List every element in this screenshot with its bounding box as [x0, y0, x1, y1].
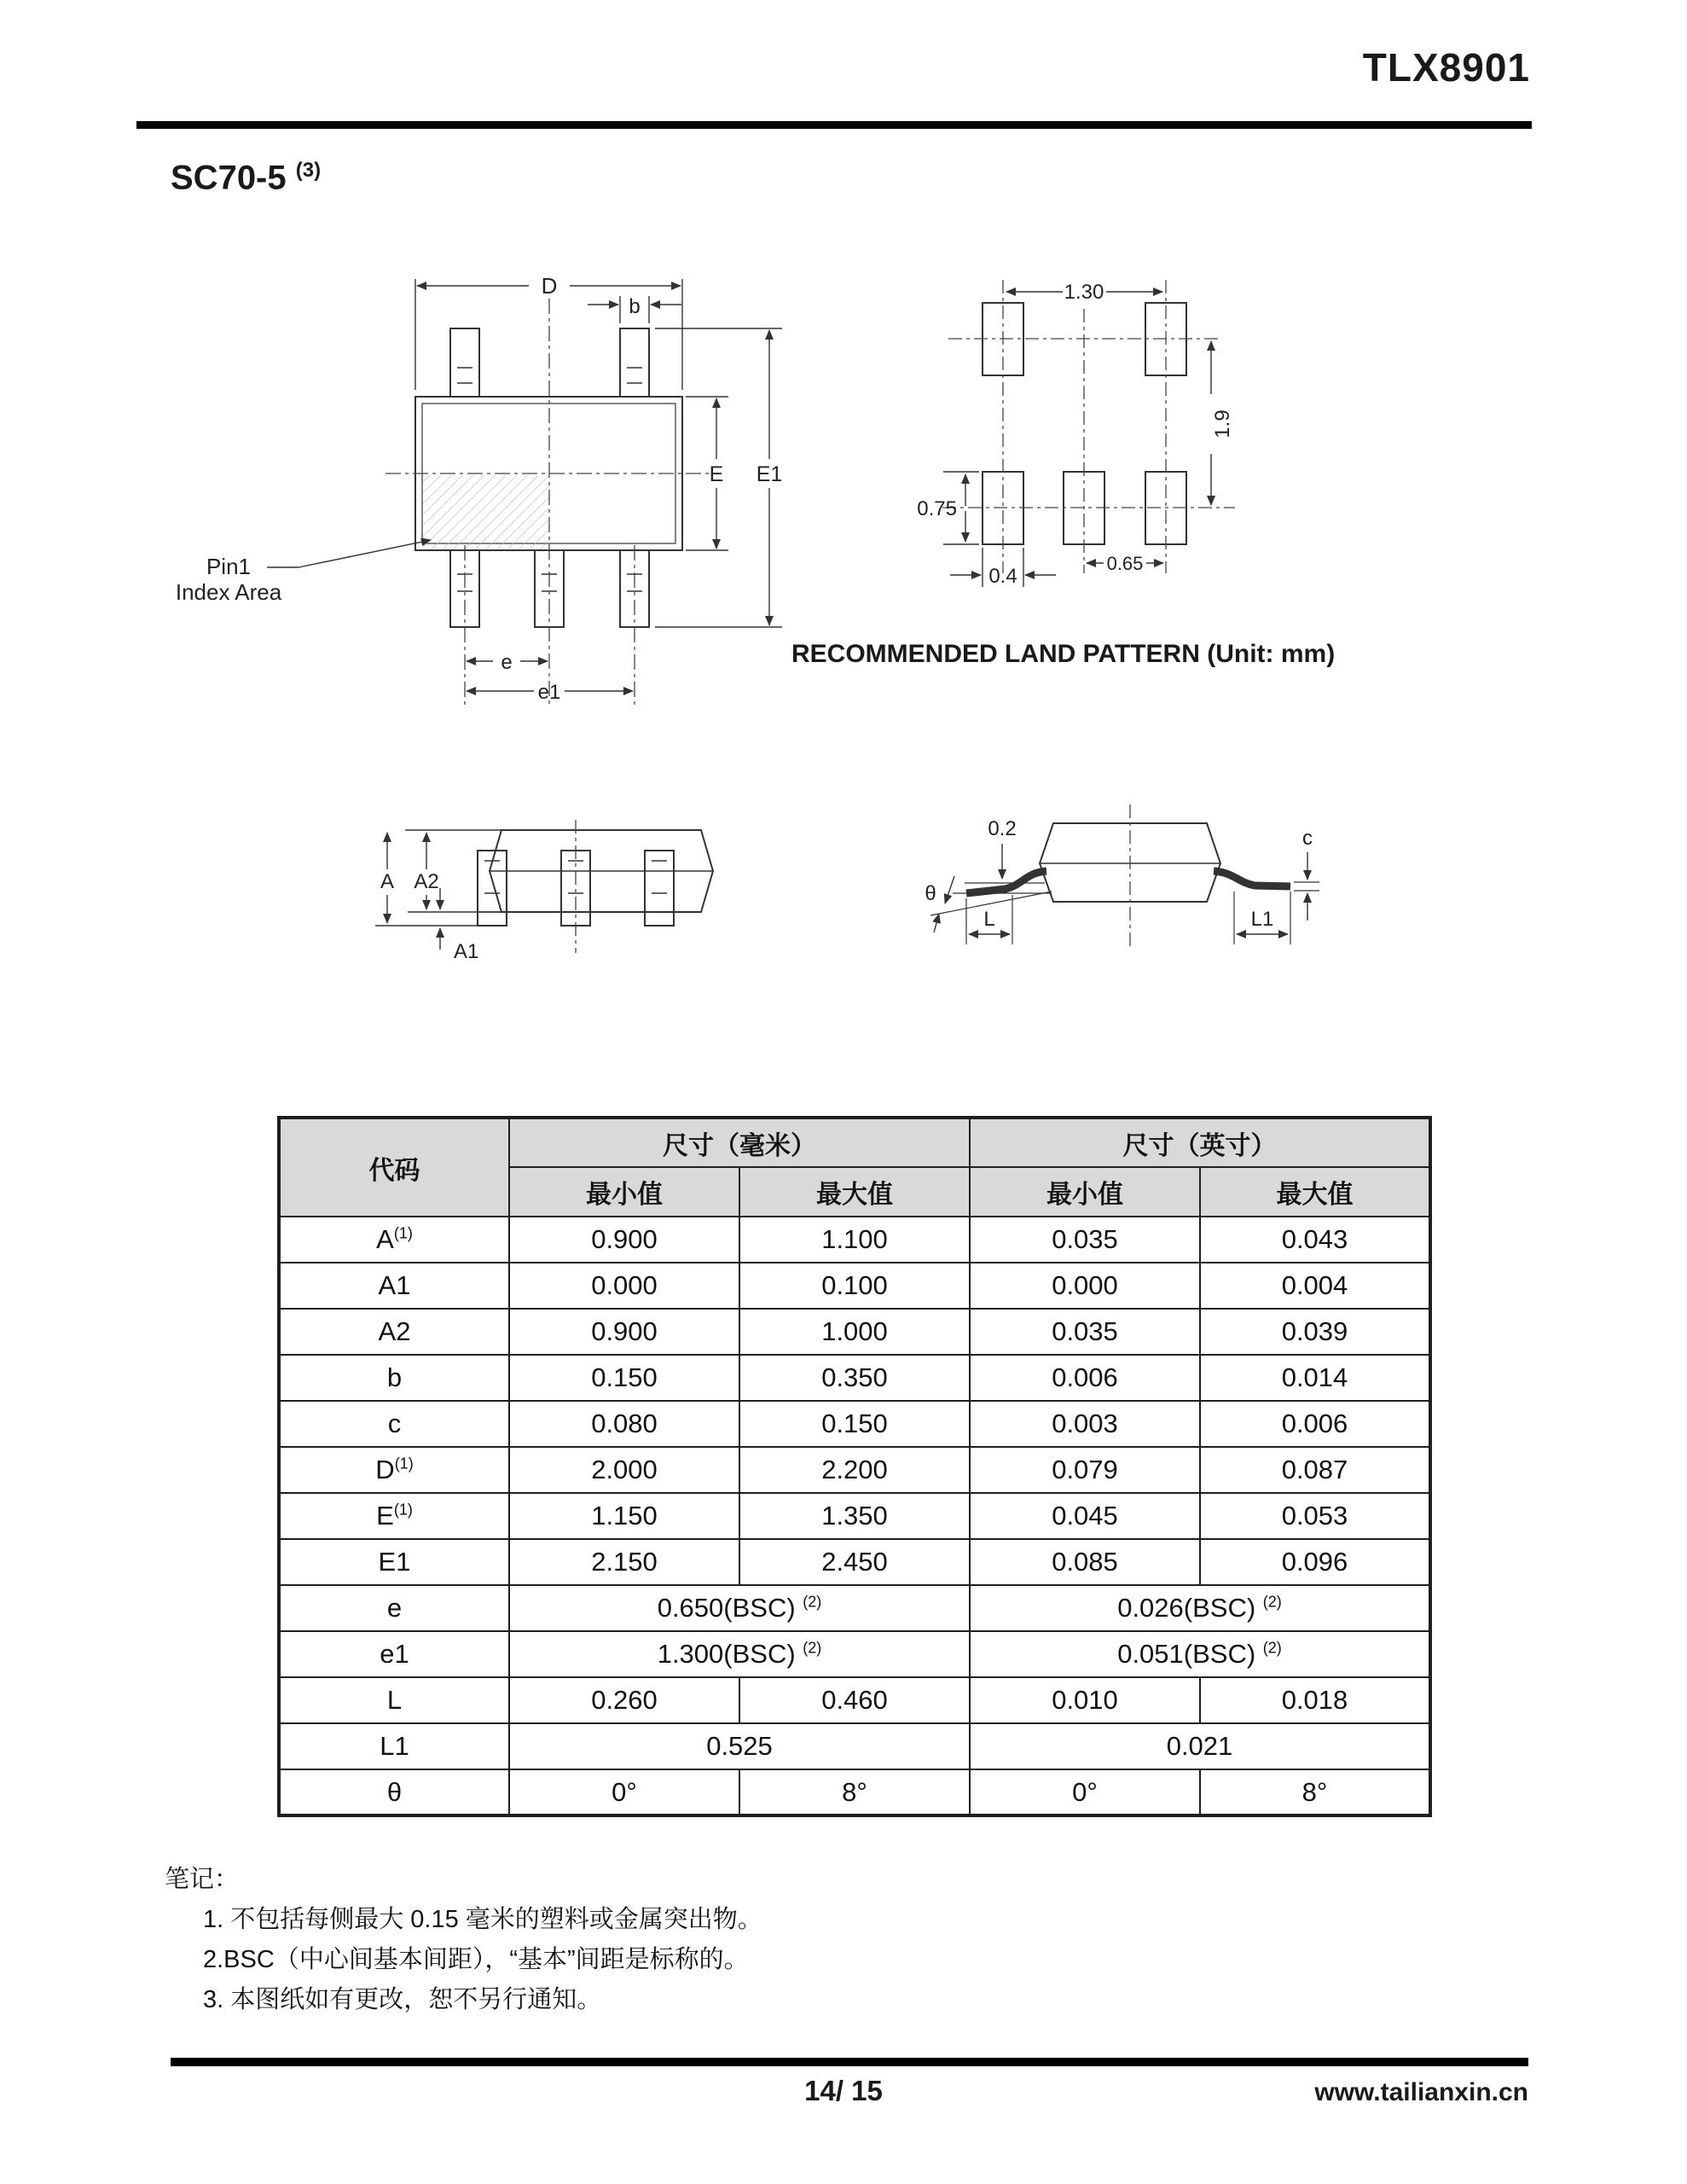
note-item-3: 3. 本图纸如有更改，恕不另行通知。 — [203, 1986, 602, 2013]
dim-label-E1: E1 — [756, 462, 783, 486]
notes-title: 笔记： — [165, 1866, 240, 1893]
table-row — [279, 1309, 1430, 1355]
table-row — [279, 1723, 1430, 1769]
cell-in-min: 0.079 — [970, 1447, 1200, 1493]
cell-mm-min: 0.080 — [509, 1401, 739, 1447]
cell-code: θ — [279, 1769, 509, 1815]
col-header-mm-max: 最大值 — [739, 1167, 970, 1217]
cell-code: L — [279, 1677, 509, 1723]
footer-rule — [171, 2058, 1528, 2066]
cell-mm-span: 1.300(BSC) $^{(2)}$ — [509, 1631, 970, 1677]
cell-mm-max: 0.460 — [739, 1677, 970, 1723]
package-side-view-drawing — [358, 806, 725, 990]
dimensions-table — [277, 1116, 1432, 1817]
dim-label-A1: A1 — [454, 940, 479, 963]
pin1-index-hatch — [423, 475, 548, 549]
table-row — [279, 1769, 1430, 1815]
page-number: 14/ 15 — [804, 2075, 883, 2106]
dim-label-0-75: 0.75 — [917, 497, 957, 520]
table-row — [279, 1217, 1430, 1263]
cell-in-span: 0.051(BSC) $^{(2)}$ — [970, 1631, 1430, 1677]
col-group-inch: 尺寸（英寸） — [970, 1118, 1430, 1167]
cell-code: e1 — [279, 1631, 509, 1677]
cell-mm-min: 2.150 — [509, 1539, 739, 1585]
dim-label-e: e — [501, 651, 513, 674]
cell-code: $D^{(1)}$ — [279, 1447, 509, 1493]
dim-label-A2: A2 — [414, 870, 439, 893]
cell-mm-min: 0° — [509, 1769, 739, 1815]
table-row — [279, 1585, 1430, 1631]
dim-label-theta: θ — [925, 882, 936, 905]
cell-in-max: 0.087 — [1200, 1447, 1430, 1493]
cell-mm-span: 0.525 — [509, 1723, 970, 1769]
cell-in-span: 0.026(BSC) $^{(2)}$ — [970, 1585, 1430, 1631]
cell-mm-max: 1.350 — [739, 1493, 970, 1539]
cell-mm-max: 1.000 — [739, 1309, 970, 1355]
cell-in-max: 0.014 — [1200, 1355, 1430, 1401]
cell-in-min: 0° — [970, 1769, 1200, 1815]
package-top-view-drawing — [154, 252, 789, 734]
cell-code: E1 — [279, 1539, 509, 1585]
dim-label-0-65: 0.65 — [1106, 553, 1144, 574]
dim-label-1-9: 1.9 — [1211, 410, 1234, 439]
cell-in-max: 0.004 — [1200, 1263, 1430, 1309]
cell-mm-min: 2.000 — [509, 1447, 739, 1493]
note-item-2: 2.BSC（中心间基本间距），“基本”间距是标称的。 — [203, 1946, 749, 1973]
cell-mm-max: 0.150 — [739, 1401, 970, 1447]
cell-mm-min: 0.900 — [509, 1309, 739, 1355]
dim-label-e1: e1 — [537, 681, 561, 704]
cell-mm-max: 2.450 — [739, 1539, 970, 1585]
cell-mm-min: 0.900 — [509, 1217, 739, 1263]
dim-label-b: b — [629, 295, 641, 318]
cell-in-span: 0.021 — [970, 1723, 1430, 1769]
package-note-ref: (3) — [295, 159, 322, 182]
cell-code: A2 — [279, 1309, 509, 1355]
cell-code: L1 — [279, 1723, 509, 1769]
cell-mm-max: 8° — [739, 1769, 970, 1815]
cell-mm-max: 0.350 — [739, 1355, 970, 1401]
dim-label-0-4: 0.4 — [988, 565, 1017, 588]
cell-in-max: 0.096 — [1200, 1539, 1430, 1585]
cell-in-max: 0.006 — [1200, 1401, 1430, 1447]
package-name: SC70-5 — [171, 159, 287, 197]
land-pattern-caption: RECOMMENDED LAND PATTERN (Unit: mm) — [791, 640, 1336, 668]
cell-mm-max: 2.200 — [739, 1447, 970, 1493]
cell-in-max: 0.053 — [1200, 1493, 1430, 1539]
pin1-label-line1: Pin1 — [206, 554, 252, 579]
section-title — [171, 159, 321, 197]
cell-in-min: 0.035 — [970, 1217, 1200, 1263]
pin1-label-line2: Index Area — [175, 579, 282, 605]
dim-label-D: D — [541, 273, 558, 299]
cell-code: c — [279, 1401, 509, 1447]
col-header-in-min: 最小值 — [970, 1167, 1200, 1217]
dim-label-1-30: 1.30 — [1064, 281, 1104, 304]
col-header-in-max: 最大值 — [1200, 1167, 1430, 1217]
table-row — [279, 1263, 1430, 1309]
notes-block — [165, 1860, 762, 2020]
cell-in-min: 0.010 — [970, 1677, 1200, 1723]
table-row — [279, 1539, 1430, 1585]
table-row — [279, 1677, 1430, 1723]
cell-in-max: 0.039 — [1200, 1309, 1430, 1355]
cell-in-min: 0.006 — [970, 1355, 1200, 1401]
cell-mm-min: 1.150 — [509, 1493, 739, 1539]
note-item-1: 1. 不包括每侧最大 0.15 毫米的塑料或金属突出物。 — [203, 1906, 762, 1933]
cell-mm-max: 0.100 — [739, 1263, 970, 1309]
table-row — [279, 1447, 1430, 1493]
cell-in-max: 0.018 — [1200, 1677, 1430, 1723]
cell-mm-min: 0.260 — [509, 1677, 739, 1723]
cell-mm-min: 0.150 — [509, 1355, 739, 1401]
table-row — [279, 1631, 1430, 1677]
cell-in-min: 0.003 — [970, 1401, 1200, 1447]
cell-code: $A^{(1)}$ — [279, 1217, 509, 1263]
cell-in-max: 8° — [1200, 1769, 1430, 1815]
cell-in-max: 0.043 — [1200, 1217, 1430, 1263]
cell-in-min: 0.035 — [970, 1309, 1200, 1355]
col-header-mm-min: 最小值 — [509, 1167, 739, 1217]
cell-in-min: 0.000 — [970, 1263, 1200, 1309]
dim-label-L1: L1 — [1250, 908, 1274, 931]
website-url: www.tailianxin.cn — [1314, 2078, 1528, 2106]
col-group-mm: 尺寸（毫米） — [509, 1118, 970, 1167]
dim-label-E: E — [709, 462, 724, 486]
table-row — [279, 1401, 1430, 1447]
cell-mm-span: 0.650(BSC) $^{(2)}$ — [509, 1585, 970, 1631]
table-row — [279, 1493, 1430, 1539]
cell-mm-min: 0.000 — [509, 1263, 739, 1309]
dim-label-A: A — [380, 870, 395, 893]
cell-code: A1 — [279, 1263, 509, 1309]
dim-label-c: c — [1302, 827, 1313, 850]
page-title: TLX8901 — [1362, 45, 1530, 90]
cell-code: b — [279, 1355, 509, 1401]
land-pattern-drawing — [904, 256, 1279, 597]
cell-mm-max: 1.100 — [739, 1217, 970, 1263]
lead-detail-drawing — [917, 798, 1322, 981]
cell-in-min: 0.045 — [970, 1493, 1200, 1539]
cell-code: e — [279, 1585, 509, 1631]
col-header-code: 代码 — [279, 1118, 509, 1217]
cell-in-min: 0.085 — [970, 1539, 1200, 1585]
cell-code: $E^{(1)}$ — [279, 1493, 509, 1539]
header-rule — [136, 121, 1532, 129]
dim-label-0-2: 0.2 — [988, 817, 1017, 840]
table-row — [279, 1355, 1430, 1401]
dim-label-L: L — [983, 908, 995, 931]
